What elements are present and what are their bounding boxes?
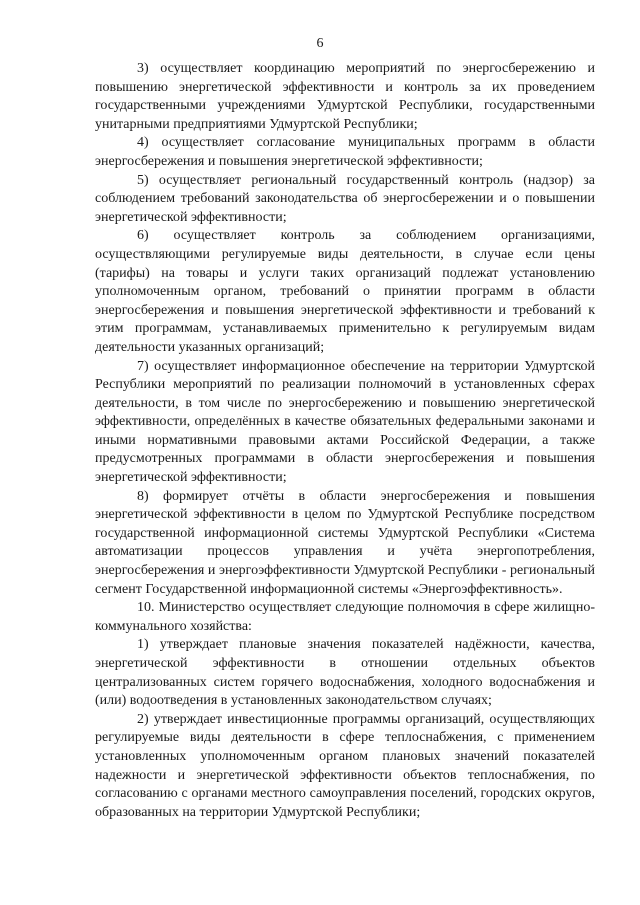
section-10-item-2: 2) утверждает инвестиционные программы организаций, осуществляющих регулируемые виды деятельности в сфере теплоснабжения, с применением установленных уполномоченным органом плановых значений показателей надежности и энергетической эффективности объектов теплоснабжения, по согласованию с органами местного самоуправления поселений, городских округов, образованных на территории Удмуртской Республики;	[95, 711, 595, 820]
section-10-heading: 10. Министерство осуществляет следующие полномочия в сфере жилищно-коммунального хозяйства:	[95, 600, 595, 634]
page-number: 6	[316, 36, 324, 51]
paragraph-item-4: 4) осуществляет согласование муниципальных программ в области энергосбережения и повышения энергетической эффективности;	[95, 135, 595, 169]
paragraph-item-6: 6) осуществляет контроль за соблюдением организациями, осуществляющими регулируемые виды деятельности, в случае если цены (тарифы) на товары и услуги таких организаций подлежат установлению уполномоченным органом, требований о принятии программ в области энергосбережения и повышения энергетической эффективности и требований к этим программам, устанавливаемых применительно к регулируемым видам деятельности указанных организаций;	[95, 228, 595, 355]
paragraph-item-7: 7) осуществляет информационное обеспечение на территории Удмуртской Республики мероприятий по реализации полномочий в установленных сферах деятельности, в том числе по энергосбережению и повышению энергетической эффективности, определённых в качестве обязательных федеральными законами и иными нормативными правовыми актами Российской Федерации, а также предусмотренных программами в области энергосбережения и повышения энергетической эффективности;	[95, 358, 595, 486]
paragraph-item-8: 8) формирует отчёты в области энергосбережения и повышения энергетической эффективности в целом по Удмуртской Республике посредством государственной информационной системы Удмуртской Республики «Система автоматизации процессов управления и учёта энергопотребления, энергосбережения и энергоэффективности Удмуртской Республики - региональный сегмент Государственной информационной системы «Энергоэффективность».	[95, 488, 595, 597]
paragraph-item-5: 5) осуществляет региональный государственный контроль (надзор) за соблюдением требований законодательства об энергосбережении и о повышении энергетической эффективности;	[95, 172, 595, 225]
section-10-item-1: 1) утверждает плановые значения показателей надёжности, качества, энергетической эффективности в отношении отдельных объектов централизованных систем горячего водоснабжения, холодного водоснабжения и (или) водоотведения в установленных законодательством случаях;	[95, 637, 595, 709]
document-body	[95, 60, 595, 822]
paragraph-item-3: 3) осуществляет координацию мероприятий по энергосбережению и повышению энергетической эффективности и контроль за их проведением государственными учреждениями Удмуртской Республики, государственными унитарными предприятиями Удмуртской Республики;	[95, 61, 595, 132]
